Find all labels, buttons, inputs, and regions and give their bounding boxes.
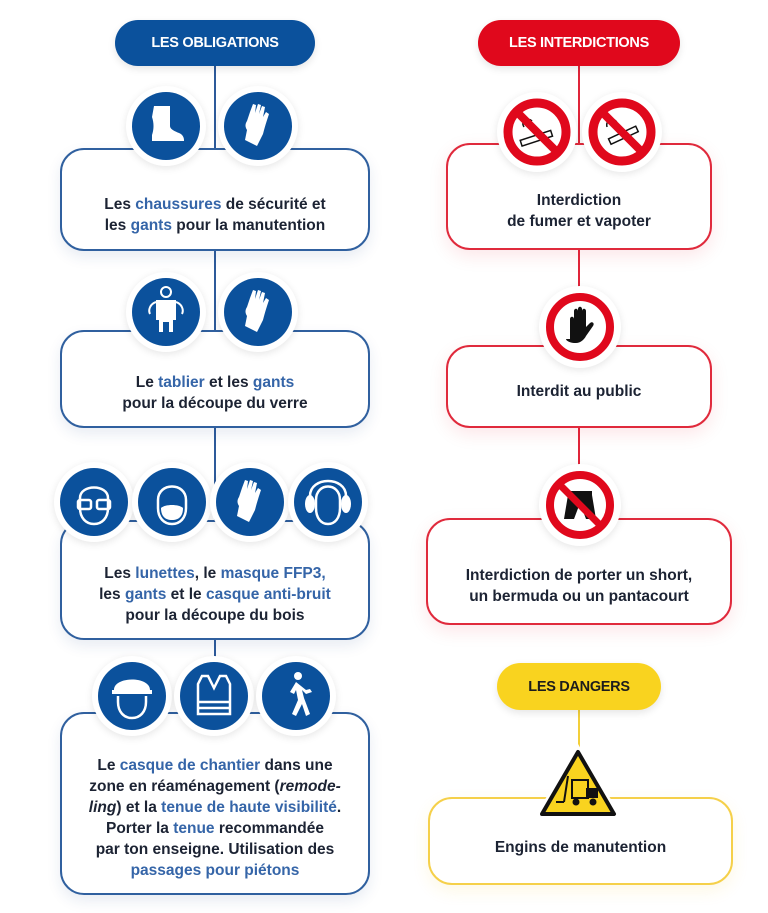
highlighted-text: lunettes xyxy=(135,564,195,582)
text-segment: Les xyxy=(104,195,136,213)
highlighted-text: tenue xyxy=(173,819,215,837)
text-segment: Le xyxy=(135,374,159,391)
no-vaping-icon xyxy=(582,92,662,172)
safety-gloves-icon xyxy=(218,86,298,166)
highlighted-text: casque de chantier xyxy=(119,756,261,774)
text-segment: ) et la xyxy=(116,798,162,816)
safety-gloves-icon xyxy=(210,462,290,542)
text-segment: par ton enseigne. Utilisation des xyxy=(95,840,335,858)
obligation-text xyxy=(104,164,325,236)
text-segment: ling xyxy=(88,798,117,816)
text-segment: , le xyxy=(194,564,221,582)
text-segment: dans une xyxy=(260,756,333,774)
text-segment: les xyxy=(99,585,125,603)
highlighted-text: gants xyxy=(130,216,172,234)
highlighted-text: , xyxy=(321,564,326,582)
text-segment: pour la découpe du bois xyxy=(125,606,305,624)
safety-gloves-icon xyxy=(218,272,298,352)
text-segment: zone en réaménagement ( xyxy=(89,777,280,795)
text-segment: de fumer et vapoter xyxy=(507,212,651,230)
text-segment: Interdiction xyxy=(536,191,622,209)
text-segment: Porter la xyxy=(106,819,174,837)
highlighted-text: gants xyxy=(124,585,167,603)
no-smoking-icon xyxy=(497,92,577,172)
no-shorts-icon xyxy=(539,464,621,546)
interdiction-card-smoking xyxy=(446,143,712,250)
obligation-text xyxy=(89,727,341,881)
text-segment: Interdiction de porter un short, xyxy=(465,566,693,584)
text-segment: les xyxy=(104,216,131,234)
obligation-text xyxy=(122,344,307,414)
obligation-card-site-helmet xyxy=(60,712,370,895)
text-segment: Engins de manutention xyxy=(494,838,667,856)
text-segment: pour la manutention xyxy=(171,216,326,234)
text-segment: et le xyxy=(166,585,206,603)
highlighted-text: tenue de haute visibilité xyxy=(161,798,337,816)
text-segment: et les xyxy=(204,374,253,391)
highlighted-text: gants xyxy=(252,374,295,391)
highlighted-text: passages pour piétons xyxy=(130,861,300,879)
interdiction-text xyxy=(466,537,692,607)
obligations-header-label: LES OBLIGATIONS xyxy=(151,35,279,51)
interdiction-text xyxy=(507,162,651,232)
hard-hat-icon xyxy=(92,656,172,736)
obligations-header xyxy=(115,20,315,66)
apron-icon xyxy=(126,272,206,352)
hi-vis-vest-icon xyxy=(174,656,254,736)
obligation-card-shoes-gloves xyxy=(60,148,370,251)
highlighted-text: tablier xyxy=(158,374,205,391)
highlighted-text: casque anti-bruit xyxy=(205,585,331,603)
dangers-header xyxy=(497,663,661,710)
obligation-card-apron-gloves xyxy=(60,330,370,428)
text-segment: . xyxy=(336,798,342,816)
text-segment: remode- xyxy=(279,777,341,795)
highlighted-text: masque FFP3 xyxy=(220,564,322,582)
face-mask-icon xyxy=(132,462,212,542)
text-segment: Interdit au public xyxy=(516,383,642,400)
text-segment: pour la découpe du verre xyxy=(122,395,308,412)
interdictions-header xyxy=(478,20,680,66)
no-entry-hand-icon xyxy=(539,286,621,368)
forklift-warning-icon xyxy=(530,740,626,824)
highlighted-text: chaussures xyxy=(135,195,222,213)
interdiction-text xyxy=(517,371,642,402)
pedestrian-icon xyxy=(256,656,336,736)
text-segment: recommandée xyxy=(214,819,324,837)
text-segment: de sécurité et xyxy=(221,195,326,213)
text-segment: un bermuda ou un pantacourt xyxy=(469,587,689,605)
safety-glasses-icon xyxy=(54,462,134,542)
ear-protection-icon xyxy=(288,462,368,542)
danger-text xyxy=(495,825,666,858)
text-segment: Le xyxy=(97,756,120,774)
text-segment: Les xyxy=(104,564,136,582)
safety-boots-icon xyxy=(126,86,206,166)
dangers-header-label: LES DANGERS xyxy=(528,678,630,695)
interdictions-header-label: LES INTERDICTIONS xyxy=(509,35,649,51)
obligation-text xyxy=(99,535,331,626)
